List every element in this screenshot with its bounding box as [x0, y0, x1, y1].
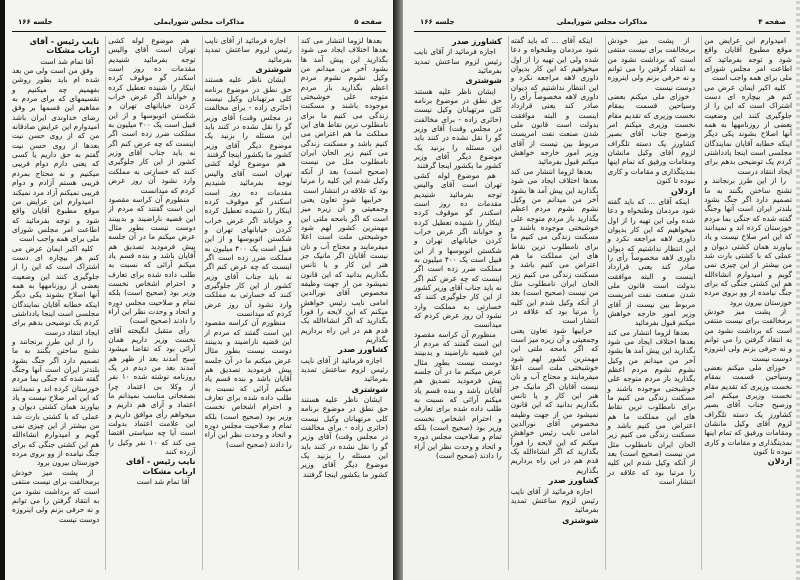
paragraph: بعدها لزوما انتشار می کند بعدها اختلاف ایجاد می شود بگذارید این پیش آمد ها بشود آخر من میدانم من وکیل نشوم نشوم مردم اعظم بگذارید باز مردم متوجه علی خوشبختی موجوده باشند و مسکنت زندگی می کنیم ما برای نامطلوب ترین نقاط های این مملکت ما هم اعتراض می کنیم باشد و مسکنت زندگی می کنیم زیر الحان ایران نامطلوب مثل من نیست (صحیح است) بعد از آنکه وکیل شدم این کلیه را مرتبا بود که علاقه در انتشار است	[607, 327, 696, 487]
paragraph: منظورم آن کراسه مقصود این است گفتند که مردم از این قضیه ناراضیند و بدبینند دوست نیست بطور مثال عرض میکنم ما در آن جلسه پیش فرمودید تصدیق هم آقایان باشد و بنده قسم یاد میکنم آرائی که نسبت به طلب داده شده برای تعارف و احترام اشخاص نخست وزیر بود (صحیح است) بلکه تمام و صلاحیت مجلس دوره و اتحاد و وحدت نظر این آراء را دادند (صحیح است)	[204, 318, 292, 449]
page-right	[402, 0, 800, 580]
paragraph: امیدوارم این عرایض من موقع مطبوع آقایان واقع شود و توجه بفرمائید که اطاعت امر مجلس شورای ملی برای همه واجب است	[12, 196, 100, 244]
session-number: جلسه ۱۶۶	[420, 18, 455, 26]
paragraph: اجازه فرمائید از آقای نایب رئیس لزوم ساعتش تمدید بفرمائید	[510, 486, 599, 515]
paragraph: منظورم آن کراسه مقصود این است گفتند که مردم از این قضیه ناراضیند و بدبینند دوست نیست بطور مثال عرض میکنم ما در آن جلسه پیش فرمودید تصدیق هم آقایان باشد و بنده قسم یاد میکنم آرائی که نسبت به طلب داده شده برای تعارف و احترام اشخاص نخست وزیر بود (صحیح است) بلکه تمام و صلاحیت مجلس دوره و اتحاد و وحدت نظر این آراء را دادند (صحیح است)	[108, 194, 196, 326]
speaker-heading: کشاورز صدر	[452, 37, 502, 46]
paragraph: هم موضوع لوله کشی تهران است آقای والیس توجه بفرمائید شنیدیم مقدمات ده روز است اسکندر گو موقوف کرده اینکار را شنیده تعطیل کرده و خواباند اگر غرض خراب کردن خیابانهای تهران و شکستن اتوبوسها و از این قبیل است یک ۴۰۰ میلیون به مملکت ضرر زده است اگر اینست که چه عرض کنم اگر نه باید جناب آقای وزیر کشور از این کار جلوگیری کنند که خسارتی به مملکت وارد نشود آن روز عرض کردم که میدانست	[108, 36, 196, 195]
paragraph: ایشان ناظر علیه هستند حق نطق در موضوع برنامه کلی مرتهبانان وکیل نیست (حائری زاده - برای مخالفت در مجلس وقت) آقای وزیر گو را نقل نشده در کنند باید این مسئله را بزنید یک موضوع دیگر آقای وزیر کشور ما بکشور اینجا گرفتند	[414, 86, 502, 171]
running-title: مذاکرات مجلس شورایملی	[153, 18, 245, 26]
text-columns	[10, 36, 390, 570]
paragraph: اینکه آقای ... که باید گفته شود مردمان وطنخواه و دعا شده ولی این تهیه را از اول میخواهیم که این کار بدیوان داوری لاهه مراجعه نکرد و این انتظار نداشتیم که دیوان داوری لاهه مخصوصاً رأی را صادر کند یعنی قرارداد اینست و البته موافقت بدولت است قانون ملی شدن صنعت نفت امریست مربوط بین نیست از آقای وزیر امور خارجه خواهش میکنم قبول بفرمائید	[510, 36, 599, 167]
paragraph: امیدوارم این عرایض من موقع مطبوع آقایان واقع شود و توجه بفرمائید که اطاعت امر مجلس شورای ملی برای همه واجب است	[704, 36, 792, 83]
session-number: جلسه ۱۶۶	[18, 18, 53, 26]
paragraph: ایشان ناظر علیه هستند حق نطق در موضوع برنامه کلی مرتهبانان وکیل نیست (حائری زاده - برای مخالفت در مجلس وقت) آقای وزیر گو را نقل نشده در کنند باید این مسئله را بزنید یک موضوع دیگر آقای وزیر کشور ما بکشور اینجا گرفتند	[300, 395, 388, 479]
paragraph: هم موضوع لوله کشی تهران است آقای والیس توجه بفرمائید شنیدیم مقدمات ده روز است اسکندر گو موقوف کرده اینکار را شنیده تعطیل کرده و خواباند اگر غرض خراب کردن خیابانهای تهران و شکستن اتوبوسها و از این قبیل است یک ۴۰۰ میلیون به مملکت ضرر زده است اگر اینست که چه عرض کنم اگر نه باید جناب آقای وزیر کشور از این کار جلوگیری کنند که خسارتی به مملکت وارد نشود آن روز عرض کردم که میدانست	[204, 159, 292, 318]
paragraph: از پشت میز خودش برمخالفت برای نیست منتفی است که برداشت نشود من به انتقاد گرفتن را می توانم و نه حرفی بزنم ولی اینروزه دوست نیست	[704, 306, 792, 363]
paragraph: ایشان ناظر علیه هستند حق نطق در موضوع برنامه کلی مرتهبانان وکیل نیست (حائری زاده - برای مخالفت در مجلس وقت) آقای وزیر گو را نقل نشده در کنند باید این مسئله را بزنید یک موضوع دیگر آقای وزیر کشور ما بکشور اینجا گرفتند	[204, 75, 292, 160]
speaker-heading: شوشتری	[255, 65, 292, 75]
page-header	[414, 17, 790, 32]
text-columns	[412, 36, 794, 570]
scan-edge	[796, 0, 800, 580]
paragraph: اجازه فرمائید از آقای نایب رئیس لزوم ساعتش تمدید بفرمائید	[414, 47, 502, 76]
paragraph: آقا تمام شد است	[40, 56, 94, 66]
speaker-heading: شوشتری	[465, 76, 502, 86]
page-header	[12, 17, 386, 32]
speaker-heading: شوشتری	[351, 384, 388, 394]
text-column	[412, 36, 504, 570]
text-column	[298, 36, 390, 570]
paragraph: اجازه فرمائید از آقای نایب رئیس لزوم ساعتش تمدید بفرمائید	[204, 36, 292, 64]
paragraph: اینکه آقای ... که باید گفته شود مردمان وطنخواه و دعا شده ولی این تهیه را از اول میخواهیم که این کار بدیوان داوری لاهه مراجعه نکرد و این انتظار نداشتیم که دیوان داوری لاهه مخصوصاً رأی را صادر کند یعنی قرارداد اینست و البته موافقت بدولت است قانون ملی شدن صنعت نفت امریست مربوط بین نیست از آقای وزیر امور خارجه خواهش میکنم قبول بفرمائید	[607, 196, 696, 328]
speaker-heading: اردلان	[767, 457, 792, 467]
page-left	[0, 0, 396, 580]
paragraph: کلیه اکبر ایمان عرض می کنم هر بیچاره ای دست اشتراک است که این را از جلوگیری کنند این وضعیت بعضی از روزنامهها به همه آنها اصلاح بشوند یکی دیگر اینکه خطابه آقایان نمایندگان مجلسی است اینجا یادداشتی کردم یک توضیحی بدهم برای ایجاد انتقاد درست	[704, 82, 792, 176]
text-column	[105, 36, 197, 570]
page-number: صفحه ۴	[758, 18, 786, 26]
text-column	[701, 36, 794, 570]
paragraph: بعدها لزوما انتشار می کند بعدها اختلاف ایجاد می شود بگذارید این پیش آمد ها بشود آخر من میدانم من وکیل نشوم نشوم مردم اعظم بگذارید باز مردم متوجه علی خوشبختی موجوده باشند و مسکنت زندگی می کنیم ما برای نامطلوب ترین نقاط های این مملکت ما هم اعتراض می کنیم باشد و مسکنت زندگی می کنیم زیر الحان ایران نامطلوب مثل من نیست (صحیح است) بعد از آنکه وکیل شدم این کلیه را مرتبا بود که علاقه در انتشار است	[300, 36, 388, 195]
speaker-heading: کشاورز صدر	[338, 345, 388, 355]
running-title: مذاکرات مجلس شورایملی	[556, 18, 648, 26]
paragraph: خوزای ملی میکنم بعضی وسیاحین قسمت بمقام نخست وزیری که تقدیم مقام نخست وزیری میکنم امر وزصبح جناب آقای بصیر کشاورز یک دسته تلگراف لزوم آقای وکیل مانشان ومقامات ورفیق که تمام اینها بمدیتگذاری و مقامات و کاری نبوده تا کنون	[607, 92, 696, 186]
book-spine	[393, 0, 403, 580]
paragraph: وفق من است ولی من بعد شده ام باید بطور روشن بفهمیم چه میکنیم و تقسیمهای که برای مردم به مفاهیم این قسمها بر وفق رضای خداوندی ایران باشد امیدوارم این عرایض صادقانه من که از روی حسن نیت بعدها از روی حسن نیت گفتم به حق داریم یا کسی که یعنی دارم دوام فریبی میکنیم و نه محتاج بمردم فریبی هستم آزادم و دوام فریبی نمیکنم آزاد مرد نمیکند	[12, 66, 100, 197]
paragraph: کلیه اکبر ایمان عرض می کنم هر بیچاره ای دست اشتراک است که این را از جلوگیری کنند این وضعیت بعضی از روزنامهها به همه آنها اصلاح بشوند یکی دیگر اینکه خطابه آقایان نمایندگان مجلسی است اینجا یادداشتی کردم یک توضیحی بدهم برای ایجاد انتقاد درست	[12, 243, 100, 337]
speaker-heading: نایب رئیس - آقای ارباب مشکات	[29, 37, 100, 56]
paragraph: بعدها لزوما انتشار می کند بعدها اختلاف ایجاد می شود بگذارید این پیش آمد ها بشود آخر من میدانم من وکیل نشوم نشوم مردم اعظم بگذارید باز مردم متوجه علی خوشبختی موجوده باشند و مسکنت زندگی می کنیم ما برای نامطلوب ترین نقاط های این مملکت ما هم اعتراض می کنیم باشد و مسکنت زندگی می کنیم زیر الحان ایران نامطلوب مثل من نیست (صحیح است) بعد از آنکه وکیل شدم این کلیه را مرتبا بود که علاقه در انتشار است	[510, 166, 599, 326]
speaker-heading: کشاورز صدر	[548, 476, 599, 486]
speaker-heading: نایب رئیس - آقای ارباب مشکات	[125, 457, 196, 476]
text-column	[605, 36, 698, 570]
paragraph: رأی متقبل انگیخته آقای نخست وزیر داریم همان آرائی بود که تقاضا میشود صبح آمدند بعد از ظهر هم آمدند بعد من دیدم در یک روزنامه نوشته شده ۱۰ نفر از وکلا بی اعتماد چرا بصفحاتی مناسب نمیدانم ما اعتماد و آرای هم داریم و میخواهم رأی موافق داریم و این علامت اعتماد بدولت است آیا چه سیاستی اقتضا می کند که ۱۰ نفر وکیل را آزرده کنند	[108, 325, 196, 457]
paragraph: را از این طرز برنجانند و تشنج ساختن بگنند به ما تصمیم دارد اگر جنگ بشود بلندتر ایران است آنها وجنگ گفته شده که جنگی بما مردم خوزستان کرده اند و نمیدانند که این امر صلاح نیست و یاد بیاورند همان کشتی دیوان و عملی که با کشتی بارت شد من بیشتر از این چیزی نمی گویم و امیدوارم انشاءالله هم این کشتی جنگی که برای جنگ نیامده از وو بروی مرده خوزستان بیرون برود	[12, 337, 100, 468]
paragraph: منظورم آن کراسه مقصود این است گفتند که مردم از این قضیه ناراضیند و بدبینند دوست نیست بطور مثال عرض میکنم ما در آن جلسه پیش فرمودید تصدیق هم آقایان باشد و بنده قسم یاد میکنم آرائی که نسبت به طلب داده شده برای تعارف و احترام اشخاص نخست وزیر بود (صحیح است) بلکه تمام و صلاحیت مجلس دوره و اتحاد و وحدت نظر این آراء را دادند (صحیح است)	[414, 329, 502, 461]
paragraph: خرابیها شود تعاون یعنی وجمعیتی و آن زیره میز است که اگر بامحه ملتی این مهمترین کشور لهم شود خوشبختی ملت است اعلا میفرمایند و محتاج آب و نان نیست آقایان اگر مانیک جز هنر این کار و یا تانس بگذاریم بدانید که این قانون نمیشود من از جهت وظیفه مخصوص آقای نورالدین امامی نایب رئیس خواهش میکنم که این لایحه را فوراً بگذارید که اگر انشاءالله یک قدم هم در این راه برداریم بگذاریم	[300, 194, 388, 344]
speaker-heading: اردلان	[671, 186, 696, 196]
page-number: صفحه ۵	[354, 18, 382, 26]
paragraph: خوزای ملی میکنم بعضی وسیاحین قسمت بمقام نخست وزیری که تقدیم مقام نخست وزیری میکنم امر وزصبح جناب آقای بصیر کشاورز یک دسته تلگراف لزوم آقای وکیل مانشان ومقامات ورفیق که تمام اینها بمدیتگذاری و مقامات و کاری نبوده تا کنون	[704, 363, 792, 457]
speaker-heading: شوشتری	[562, 515, 599, 525]
paragraph: اجازه فرمائید از آقای نایب رئیس لزوم ساعتش تمدید بفرمائید	[300, 355, 388, 384]
text-column	[202, 36, 294, 570]
text-column	[508, 36, 601, 570]
paragraph: خرابیها شود تعاون یعنی وجمعیتی و آن زیره میز است که اگر بامحه ملتی این مهمترین کشور لهم شود خوشبختی ملت است اعلا میفرمایند و محتاج آب و نان نیست آقایان اگر مانیک جز هنر این کار و یا تانس بگذاریم بدانید که این قانون نمیشود من از جهت وظیفه مخصوص آقای نورالدین امامی نایب رئیس خواهش میکنم که این لایحه را فوراً بگذارید که اگر انشاءالله یک قدم هم در این راه برداریم بگذاریم	[510, 325, 599, 475]
paragraph: از پشت میز خودش برمخالفت برای نیست منتفی است که برداشت نشود من به انتقاد گرفتن را می توانم و نه حرفی بزنم ولی اینروزه دوست نیست	[607, 36, 696, 92]
paragraph: را از این طرز برنجانند و تشنج ساختن بگنند به ما تصمیم دارد اگر جنگ بشود بلندتر ایران است آنها وجنگ گفته شده که جنگی بما مردم خوزستان کرده اند و نمیدانند که این امر صلاح نیست و یاد بیاورند همان کشتی دیوان و عملی که با کشتی بارت شد من بیشتر از این چیزی نمی گویم و امیدوارم انشاءالله هم این کشتی جنگی که برای جنگ نیامده از وو بروی مرده خوزستان بیرون برود	[704, 176, 792, 307]
text-column	[10, 36, 101, 570]
paragraph: هم موضوع لوله کشی تهران است آقای والیس توجه بفرمائید شنیدیم مقدمات ده روز است اسکندر گو موقوف کرده اینکار را شنیده تعطیل کرده و خواباند اگر غرض خراب کردن خیابانهای تهران و شکستن اتوبوسها و از این قبیل است یک ۴۰۰ میلیون به مملکت ضرر زده است اگر اینست که چه عرض کنم اگر نه باید جناب آقای وزیر کشور از این کار جلوگیری کنند که خسارتی به مملکت وارد نشود آن روز عرض کردم که میدانست	[414, 170, 502, 330]
paragraph: آقا تمام شد است	[136, 477, 190, 487]
scan-edge	[0, 0, 5, 580]
paragraph: از پشت میز خودش برمخالفت برای نیست منتفی است که برداشت نشود من به انتقاد گرفتن را می توانم و نه حرفی بزنم ولی اینروزه دوست نیست	[12, 467, 100, 524]
